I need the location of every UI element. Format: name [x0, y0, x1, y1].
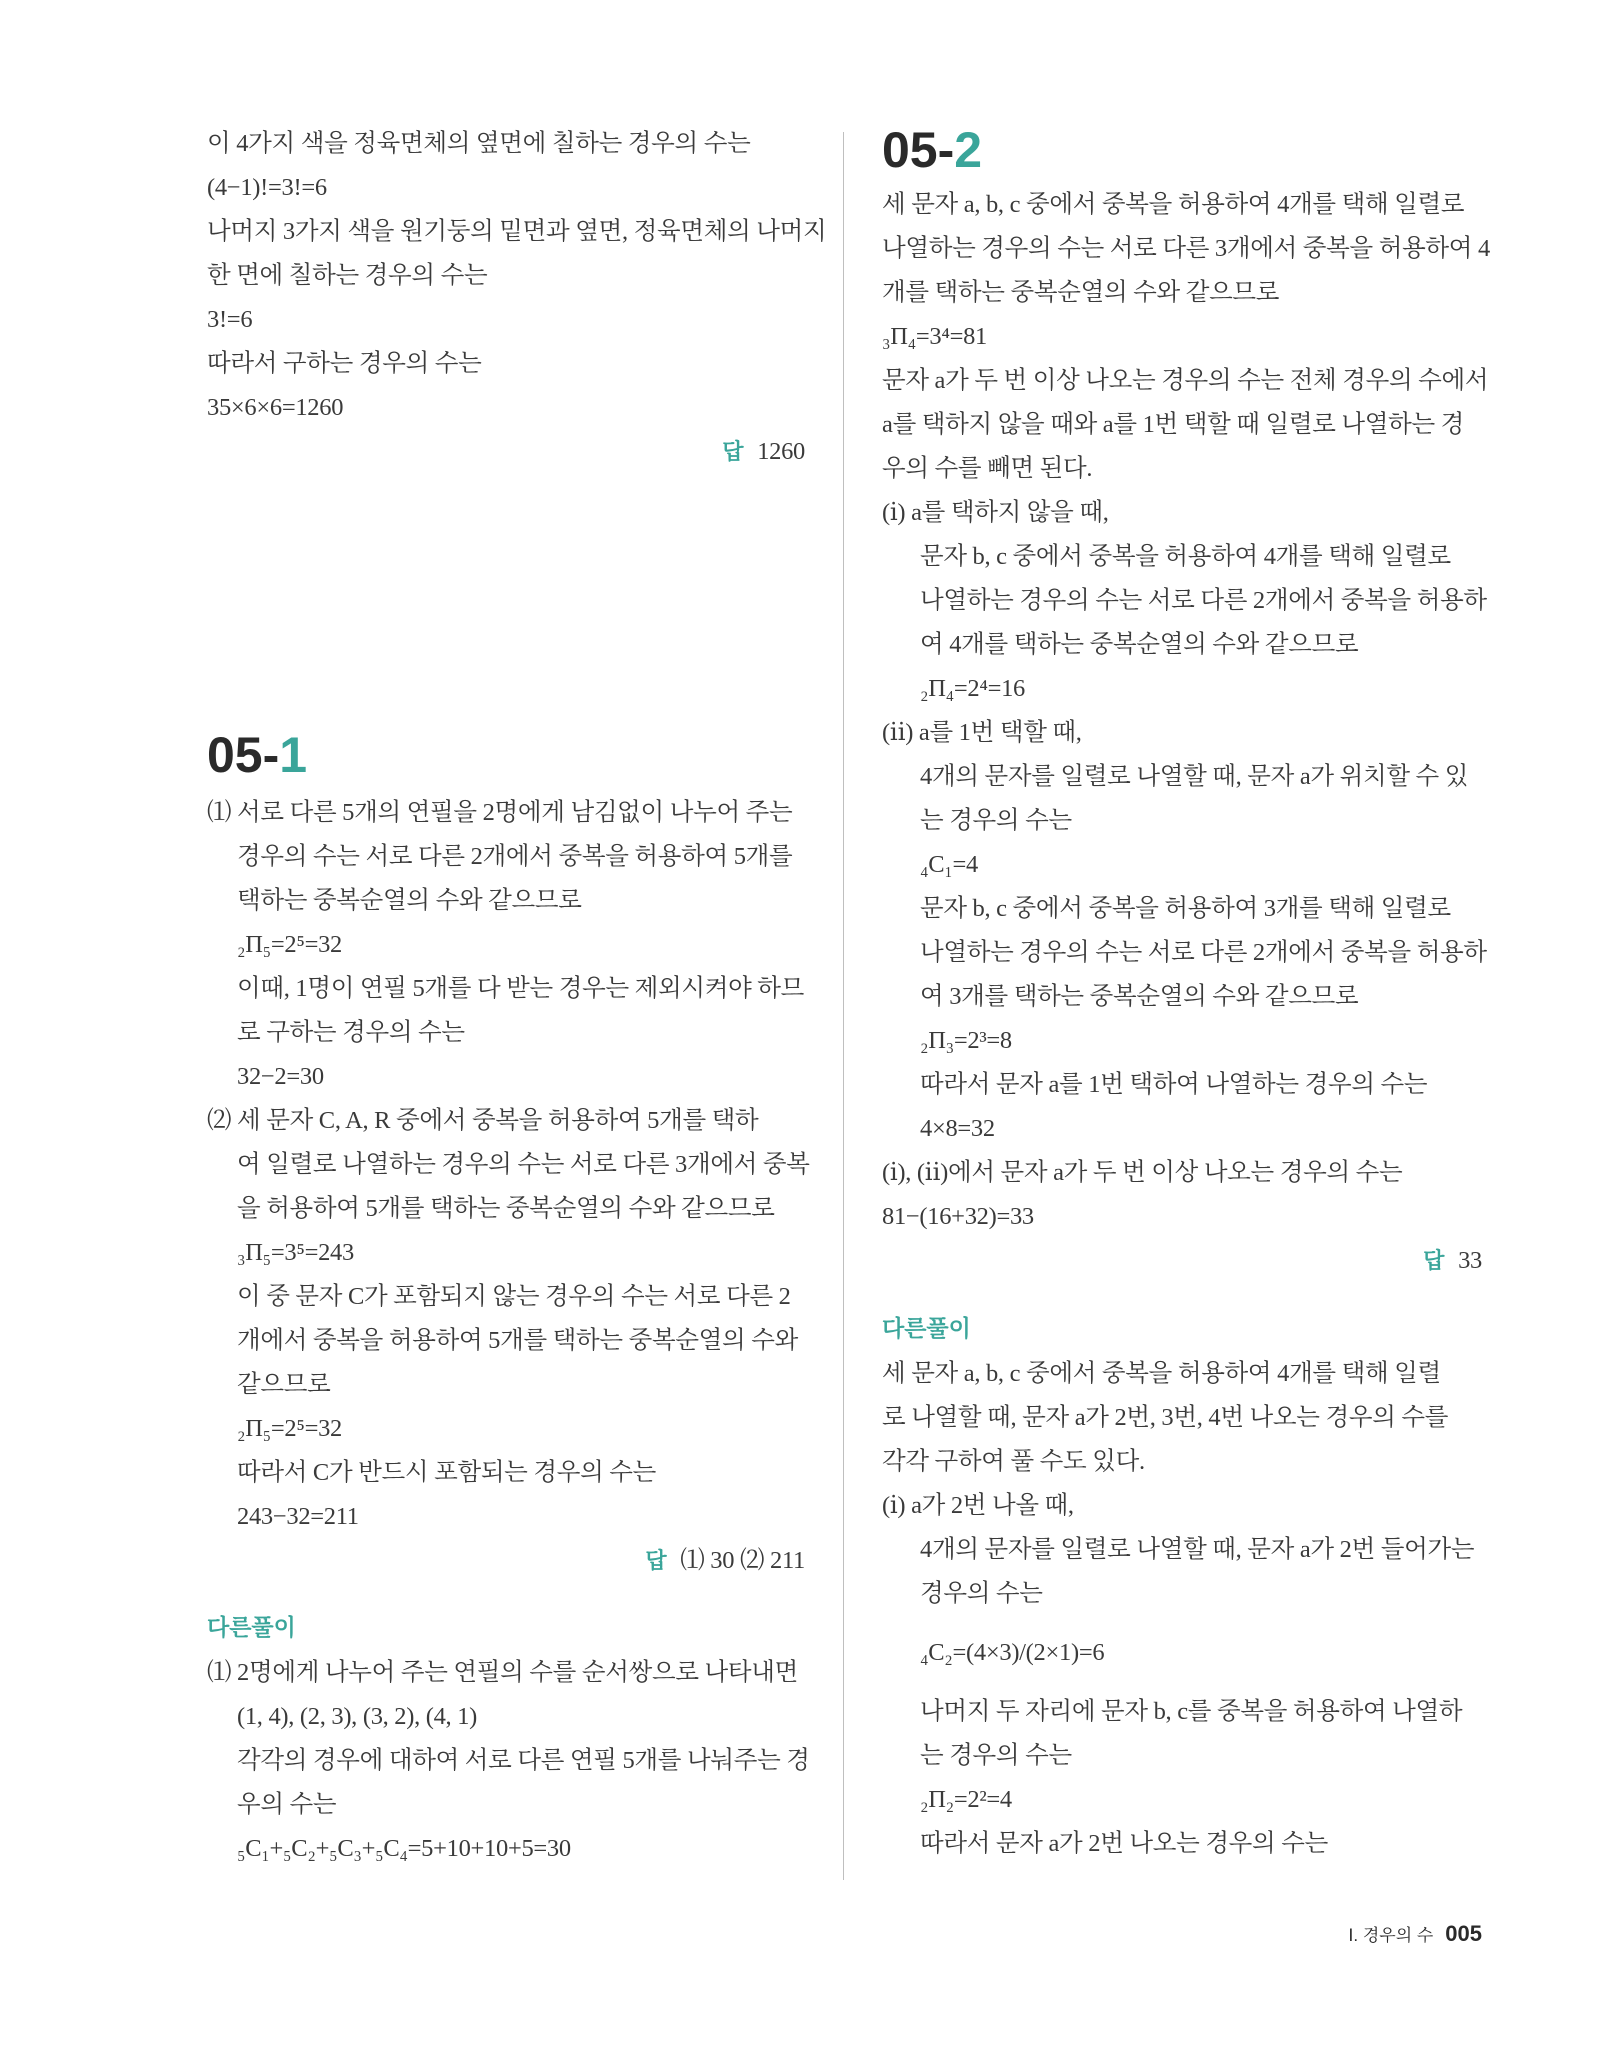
text-line: 경우의 수는: [920, 1580, 1043, 1607]
text-line: 이때, 1명이 연필 5개를 다 받는 경우는 제외시켜야 하므: [237, 975, 805, 1002]
text-line: (ⅰ), (ⅱ)에서 문자 a가 두 번 이상 나오는 경우의 수는: [882, 1159, 1403, 1186]
text-line: a를 택하지 않을 때와 a를 1번 택할 때 일렬로 나열하는 경: [882, 411, 1465, 438]
text-line: 따라서 구하는 경우의 수는: [207, 350, 482, 377]
math-line: 243−32=211: [237, 1503, 359, 1530]
section-prefix: 05-: [207, 727, 280, 783]
text-line: 개에서 중복을 허용하여 5개를 택하는 중복순열의 수와: [237, 1327, 798, 1354]
math-line: ₃Π₅=3⁵=243: [237, 1239, 354, 1266]
text-line: 4개의 문자를 일렬로 나열할 때, 문자 a가 위치할 수 있: [920, 763, 1469, 790]
answer-label: 답: [722, 439, 744, 464]
text-line: 여 3개를 택하는 중복순열의 수와 같으므로: [920, 983, 1359, 1010]
answer-value: 1260: [757, 438, 805, 465]
section-heading-05-2: [882, 122, 982, 178]
text-line: 한 면에 칠하는 경우의 수는: [207, 262, 488, 289]
math-line: ₄C₁=4: [920, 851, 978, 878]
text-line: 우의 수를 빼면 된다.: [882, 455, 1093, 482]
text-line: ⑵ 세 문자 C, A, R 중에서 중복을 허용하여 5개를 택하: [207, 1107, 759, 1134]
math-line: ₂Π₅=2⁵=32: [237, 1415, 343, 1442]
text-line: 3!=6: [207, 306, 253, 333]
text-line: (ⅰ) a가 2번 나올 때,: [882, 1492, 1074, 1519]
text-line: 세 문자 a, b, c 중에서 중복을 허용하여 4개를 택해 일렬로: [882, 191, 1465, 218]
alt-solution-title: 다른풀이: [207, 1614, 296, 1640]
text-line: 우의 수는: [237, 1791, 337, 1818]
math-line: ₃Π₄=3⁴=81: [882, 323, 988, 350]
text-line: 문자 a가 두 번 이상 나오는 경우의 수는 전체 경우의 수에서: [882, 367, 1489, 394]
text-line: 로 나열할 때, 문자 a가 2번, 3번, 4번 나오는 경우의 수를: [882, 1404, 1449, 1431]
text-line: 이 4가지 색을 정육면체의 옆면에 칠하는 경우의 수는: [207, 130, 751, 157]
answer-label: 답: [645, 1548, 667, 1573]
answer-line: [722, 437, 805, 467]
text-line: 각각의 경우에 대하여 서로 다른 연필 5개를 나눠주는 경: [237, 1747, 810, 1774]
text-line: 따라서 C가 반드시 포함되는 경우의 수는: [237, 1459, 657, 1486]
math-line: ₂Π₅=2⁵=32: [237, 931, 343, 958]
text-line: 택하는 중복순열의 수와 같으므로: [237, 887, 582, 914]
math-line: ₅C₁+₅C₂+₅C₃+₅C₄=5+10+10+5=30: [237, 1835, 571, 1862]
math-line: 4×8=32: [920, 1115, 995, 1142]
math-line: ₂Π₂=2²=4: [920, 1786, 1012, 1813]
text-line: ⑴ 2명에게 나누어 주는 연필의 수를 순서쌍으로 나타내면: [207, 1659, 798, 1686]
math-line: ₂Π₄=2⁴=16: [920, 675, 1026, 702]
text-line: 따라서 문자 a가 2번 나오는 경우의 수는: [920, 1830, 1328, 1857]
page-footer: [1348, 1921, 1482, 1947]
page-number: 005: [1445, 1921, 1482, 1946]
text-line: 나머지 3가지 색을 원기둥의 밑면과 옆면, 정육면체의 나머지: [207, 218, 827, 245]
text-line: ⑴ 서로 다른 5개의 연필을 2명에게 남김없이 나누어 주는: [207, 799, 793, 826]
text-line: 여 4개를 택하는 중복순열의 수와 같으므로: [920, 631, 1359, 658]
text-line: 여 일렬로 나열하는 경우의 수는 서로 다른 3개에서 중복: [237, 1151, 810, 1178]
answer-line: [1423, 1246, 1482, 1276]
text-line: 나열하는 경우의 수는 서로 다른 2개에서 중복을 허용하: [920, 939, 1487, 966]
text-line: 같으므로: [237, 1371, 331, 1398]
text-line: 따라서 문자 a를 1번 택하여 나열하는 경우의 수는: [920, 1071, 1428, 1098]
text-line: 개를 택하는 중복순열의 수와 같으므로: [882, 279, 1280, 306]
section-prefix: 05-: [882, 122, 955, 178]
text-line: 나머지 두 자리에 문자 b, c를 중복을 허용하여 나열하: [920, 1698, 1463, 1725]
math-line: 81−(16+32)=33: [882, 1203, 1034, 1230]
text-line: 세 문자 a, b, c 중에서 중복을 허용하여 4개를 택해 일렬: [882, 1360, 1441, 1387]
column-divider: [843, 132, 844, 1880]
section-number: 2: [954, 122, 983, 178]
text-line: 경우의 수는 서로 다른 2개에서 중복을 허용하여 5개를: [237, 843, 793, 870]
text-line: (4−1)!=3!=6: [207, 174, 327, 201]
text-line: 나열하는 경우의 수는 서로 다른 3개에서 중복을 허용하여 4: [882, 235, 1490, 262]
text-line: 각각 구하여 풀 수도 있다.: [882, 1448, 1145, 1475]
text-line: (ⅱ) a를 1번 택할 때,: [882, 719, 1082, 746]
alt-solution-title: 다른풀이: [882, 1315, 971, 1341]
text-line: 나열하는 경우의 수는 서로 다른 2개에서 중복을 허용하: [920, 587, 1487, 614]
text-line: 는 경우의 수는: [920, 1742, 1072, 1769]
chapter-label: Ⅰ. 경우의 수: [1348, 1926, 1434, 1945]
answer-value: 33: [1458, 1247, 1482, 1274]
text-line: 을 허용하여 5개를 택하는 중복순열의 수와 같으므로: [237, 1195, 775, 1222]
math-line: 32−2=30: [237, 1063, 324, 1090]
math-line: (1, 4), (2, 3), (3, 2), (4, 1): [237, 1703, 478, 1730]
text-line: 이 중 문자 C가 포함되지 않는 경우의 수는 서로 다른 2: [237, 1283, 791, 1310]
answer-value: ⑴ 30 ⑵ 211: [680, 1547, 805, 1574]
section-number: 1: [279, 727, 308, 783]
text-line: (ⅰ) a를 택하지 않을 때,: [882, 499, 1109, 526]
math-line: ₂Π₃=2³=8: [920, 1027, 1012, 1054]
math-line-fraction: ₄C₂=(4×3)/(2×1)=6: [920, 1639, 1105, 1666]
text-line: 4개의 문자를 일렬로 나열할 때, 문자 a가 2번 들어가는: [920, 1536, 1475, 1563]
answer-label: 답: [1423, 1248, 1445, 1273]
answer-line: [645, 1546, 805, 1576]
text-line: 로 구하는 경우의 수는: [237, 1019, 465, 1046]
text-line: 는 경우의 수는: [920, 807, 1072, 834]
section-heading-05-1: [207, 727, 307, 783]
text-line: 문자 b, c 중에서 중복을 허용하여 3개를 택해 일렬로: [920, 895, 1451, 922]
text-line: 35×6×6=1260: [207, 394, 344, 421]
text-line: 문자 b, c 중에서 중복을 허용하여 4개를 택해 일렬로: [920, 543, 1451, 570]
